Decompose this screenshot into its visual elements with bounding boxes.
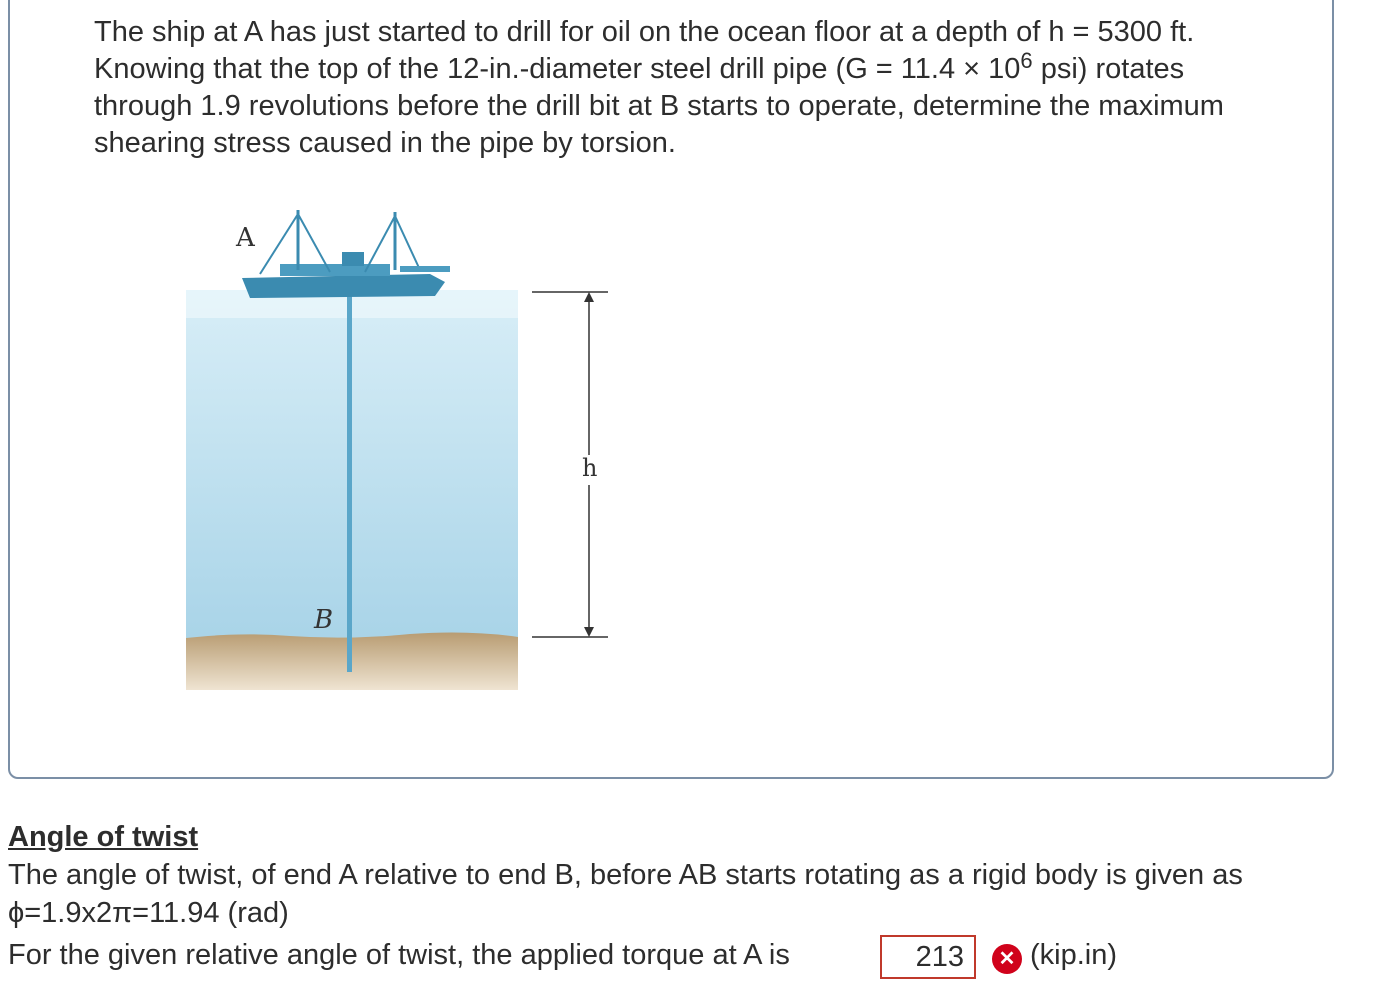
section-title: Angle of twist bbox=[8, 821, 199, 853]
section-description: The angle of twist, of end A relative to end B, before AB starts rotating as a rigid body is given as bbox=[8, 859, 1243, 891]
answer-prompt: For the given relative angle of twist, the applied torque at A is bbox=[8, 939, 790, 971]
problem-statement bbox=[94, 14, 1244, 162]
boom-right bbox=[365, 216, 395, 272]
label-h: h bbox=[582, 454, 598, 482]
solution-section bbox=[8, 818, 1378, 932]
label-a: A bbox=[236, 223, 255, 253]
torque-answer-input[interactable]: 213 bbox=[880, 935, 976, 979]
problem-text-part-1: The ship at A has just started to drill for oil on the ocean floor at a depth of h = 5300 ft. Knowing that the top of the 12-in.-diameter steel drill pipe (G = 11.4 × 10 bbox=[94, 16, 1195, 85]
drill-pipe bbox=[347, 292, 352, 672]
boom-left-2 bbox=[298, 214, 330, 272]
label-b: B bbox=[314, 605, 334, 635]
crane-rail bbox=[400, 266, 450, 272]
exponent: 6 bbox=[1020, 48, 1033, 73]
cabin bbox=[342, 252, 364, 266]
drilling-figure bbox=[180, 200, 620, 700]
angle-formula: ϕ=1.9x2π=11.94 (rad) bbox=[8, 897, 289, 929]
ship-drill-illustration bbox=[180, 200, 620, 700]
problem-text-part-2: psi) rotates through 1.9 revolutions before the drill bit at B starts to operate, determine the maximum shearing stress caused in the pipe by torsion. bbox=[94, 53, 1224, 159]
x-circle-icon: ✕ bbox=[992, 944, 1022, 974]
ship-hull bbox=[242, 274, 445, 298]
boom-right-2 bbox=[395, 216, 420, 270]
arrow-down bbox=[584, 627, 594, 637]
arrow-up bbox=[584, 292, 594, 302]
answer-unit: (kip.in) bbox=[1030, 939, 1118, 971]
